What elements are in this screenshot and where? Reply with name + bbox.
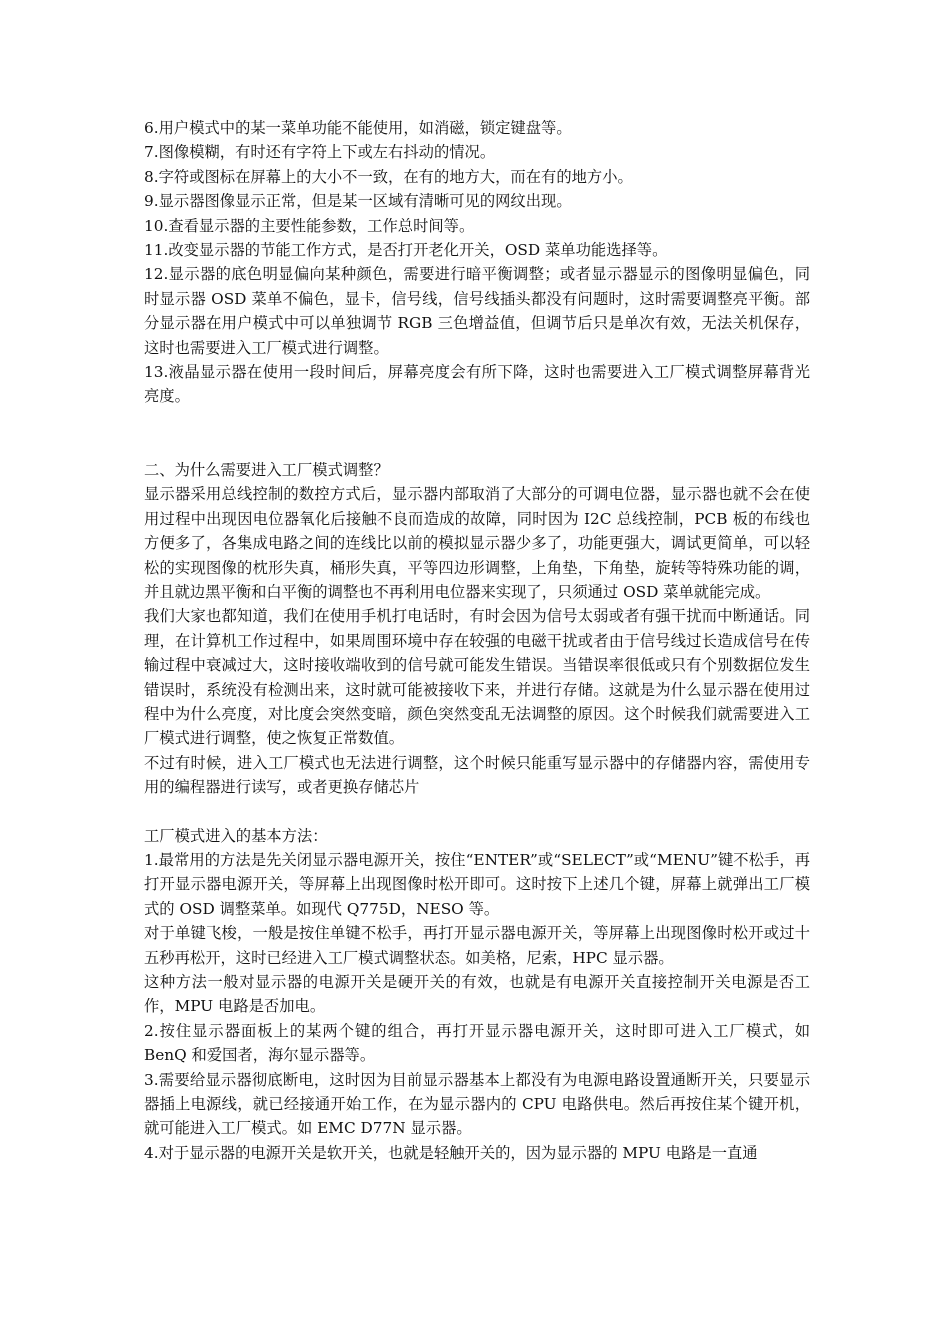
body-paragraph: 这种方法一般对显示器的电源开关是硬开关的有效，也就是有电源开关直接控制开关电源是否工作，MPU 电路是否加电。 xyxy=(144,973,810,1016)
list-item: 6.用户模式中的某一菜单功能不能使用，如消磁，锁定键盘等。 xyxy=(144,119,572,137)
list-item: 8.字符或图标在屏幕上的大小不一致，在有的地方大，而在有的地方小。 xyxy=(144,167,633,186)
section-heading: 工厂模式进入的基本方法： xyxy=(144,826,328,845)
document-page xyxy=(144,116,810,1165)
section-spacer xyxy=(144,409,810,458)
list-item: 7.图像模糊，有时还有字符上下或左右抖动的情况。 xyxy=(144,143,496,162)
list-item: 12.显示器的底色明显偏向某种颜色，需要进行暗平衡调整；或者显示器显示的图像明显偏色，同时显示器 OSD 菜单不偏色，显卡，信号线，信号线插头都没有问题时，这时需要调整亮平衡。部分显示器在用户模式中可以单独调节 RGB 三色增益值，但调节后只是单次有效，无法关机保存，这时也需要进入工厂模式进行调整。 xyxy=(144,265,810,357)
list-item: 11.改变显示器的节能工作方式，是否打开老化开关，OSD 菜单功能选择等。 xyxy=(144,241,668,260)
body-paragraph: 显示器采用总线控制的数控方式后，显示器内部取消了大部分的可调电位器，显示器也就不会在使用过程中出现因电位器氧化后接触不良而造成的故障，同时因为 I2C 总线控制，PCB 板的布线也方便多了，各集成电路之间的连线比以前的模拟显示器少多了，功能更强大，调试更简单，可以轻松的实现图像的枕形失真，桶形失真，平等四边形调整，上角垫，下角垫，旋转等特殊功能的调，并且就边黑平衡和白平衡的调整也不再利用电位器来实现了，只须通过 OSD 菜单就能完成。 xyxy=(144,485,810,601)
list-item: 13.液晶显示器在使用一段时间后，屏幕亮度会有所下降，这时也需要进入工厂模式调整屏幕背光亮度。 xyxy=(144,363,810,406)
section-spacer xyxy=(144,800,810,824)
body-paragraph: 3.需要给显示器彻底断电，这时因为目前显示器基本上都没有为电源电路设置通断开关，只要显示器插上电源线，就已经接通开始工作，在为显示器内的 CPU 电路供电。然后再按住某个键开机，就可能进入工厂模式。如 EMC D77N 显示器。 xyxy=(144,1070,810,1138)
body-paragraph: 2.按住显示器面板上的某两个键的组合，再打开显示器电源开关，这时即可进入工厂模式，如 BenQ 和爱国者，海尔显示器等。 xyxy=(144,1021,810,1065)
body-paragraph: 不过有时候，进入工厂模式也无法进行调整，这个时候只能重写显示器中的存储器内容，需使用专用的编程器进行读写，或者更换存储芯片 xyxy=(144,753,810,797)
body-paragraph: 对于单键飞梭，一般是按住单键不松手，再打开显示器电源开关，等屏幕上出现图像时松开或过十五秒再松开，这时已经进入工厂模式调整状态。如美格，尼索，HPC 显示器。 xyxy=(144,924,810,967)
section-why-factory-mode xyxy=(144,458,810,800)
symptom-list xyxy=(144,116,810,409)
section-entry-methods xyxy=(144,824,810,1166)
body-paragraph: 1.最常用的方法是先关闭显示器电源开关，按住“ENTER”或“SELECT”或“MENU”键不松手，再打开显示器电源开关，等屏幕上出现图像时松开即可。这时按下上述几个键，屏幕上就弹出工厂模式的 OSD 调整菜单。如现代 Q775D，NESO 等。 xyxy=(144,850,810,918)
list-item: 9.显示器图像显示正常，但是某一区域有清晰可见的网纹出现。 xyxy=(144,192,572,211)
body-paragraph: 我们大家也都知道，我们在使用手机打电话时，有时会因为信号太弱或者有强干扰而中断通话。同理，在计算机工作过程中，如果周围环境中存在较强的电磁干扰或者由于信号线过长造成信号在传输过程中衰减过大，这时接收端收到的信号就可能发生错误。当错误率很低或只有个别数据位发生错误时，系统没有检测出来，这时就可能被接收下来，并进行存储。这就是为什么显示器在使用过程中为什么亮度，对比度会突然变暗，颜色突然变乱无法调整的原因。这个时候我们就需要进入工厂模式进行调整，使之恢复正常数值。 xyxy=(144,607,810,748)
list-item: 10.查看显示器的主要性能参数，工作总时间等。 xyxy=(144,216,475,235)
section-heading: 二、为什么需要进入工厂模式调整？ xyxy=(144,460,389,479)
body-paragraph: 4.对于显示器的电源开关是软开关，也就是轻触开关的，因为显示器的 MPU 电路是一直通 xyxy=(144,1143,758,1162)
